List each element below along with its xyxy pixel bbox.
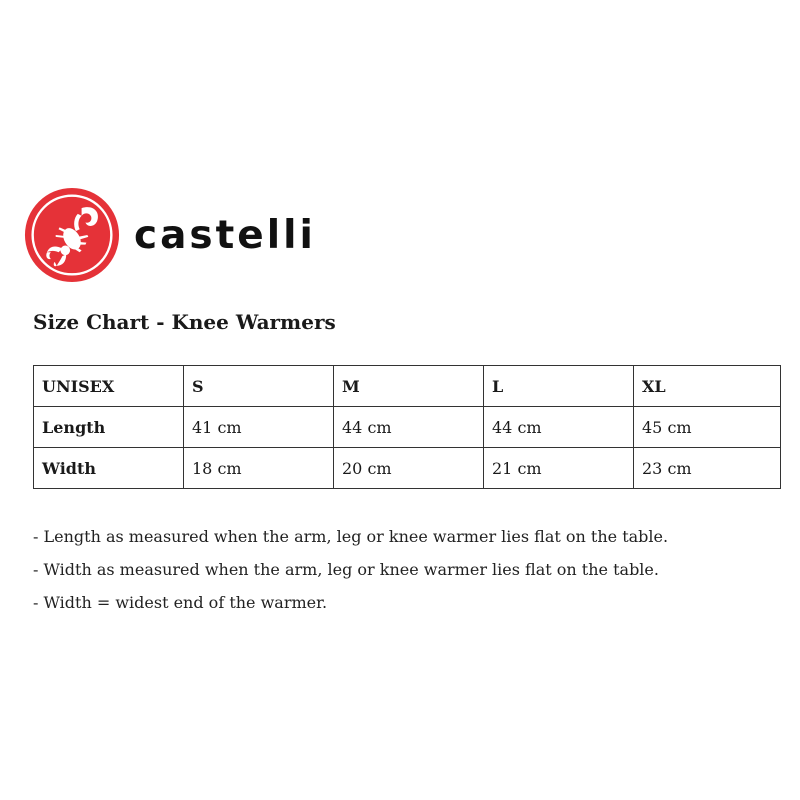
table-cell: 21 cm	[484, 448, 634, 489]
table-cell: 20 cm	[334, 448, 484, 489]
table-header-cell: L	[484, 366, 634, 407]
brand-wordmark: castelli	[134, 212, 316, 258]
note-item: - Length as measured when the arm, leg or knee warmer lies flat on the table.	[33, 527, 669, 546]
scorpion-icon	[24, 187, 120, 283]
table-cell: 44 cm	[334, 407, 484, 448]
page-title: Size Chart - Knee Warmers	[33, 310, 336, 334]
table-cell: 23 cm	[634, 448, 781, 489]
table-row	[34, 407, 781, 448]
size-table	[33, 365, 781, 489]
brand-logo	[24, 187, 316, 283]
table-cell: 45 cm	[634, 407, 781, 448]
measurement-notes	[33, 520, 668, 619]
table-header-row	[34, 366, 781, 407]
note-item: - Width = widest end of the warmer.	[33, 593, 328, 612]
note-item: - Width as measured when the arm, leg or knee warmer lies flat on the table.	[33, 560, 659, 579]
table-header-cell: XL	[634, 366, 781, 407]
table-row	[34, 448, 781, 489]
table-header-cell: M	[334, 366, 484, 407]
table-header-cell: UNISEX	[34, 366, 184, 407]
table-header-cell: S	[184, 366, 334, 407]
table-cell: 18 cm	[184, 448, 334, 489]
row-label: Width	[34, 448, 184, 489]
row-label: Length	[34, 407, 184, 448]
table-cell: 41 cm	[184, 407, 334, 448]
table-cell: 44 cm	[484, 407, 634, 448]
